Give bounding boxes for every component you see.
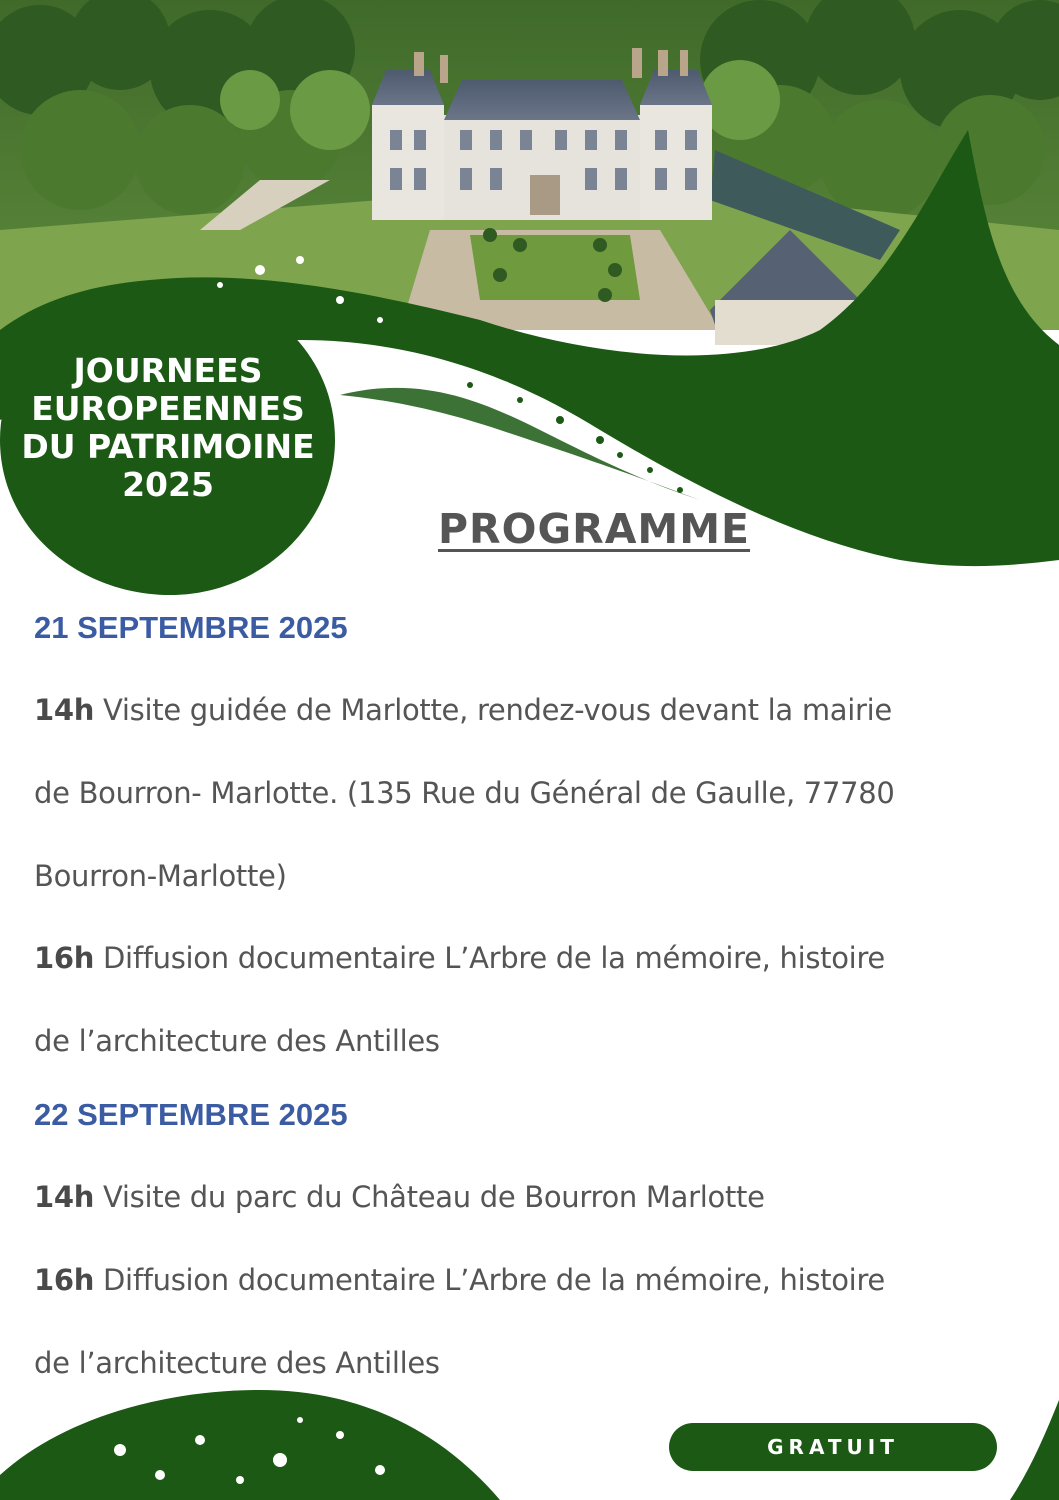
event-title-line-2: EUROPEENNES: [31, 389, 305, 428]
day-2-date: 22 SEPTEMBRE 2025: [34, 1097, 348, 1132]
time-label: 14h: [34, 1180, 95, 1214]
activity-text: de Bourron- Marlotte. (135 Rue du Général de Gaulle, 77780: [34, 776, 895, 810]
day-1-line-5: [34, 1024, 440, 1058]
time-label: 14h: [34, 693, 95, 727]
time-label: 16h: [34, 1263, 95, 1297]
activity-text: de l’architecture des Antilles: [34, 1024, 440, 1058]
event-title-line-1: JOURNEES: [73, 351, 263, 390]
day-1-line-1: [34, 693, 892, 727]
event-title-line-3: DU PATRIMOINE: [21, 427, 315, 466]
activity-text: Bourron-Marlotte): [34, 859, 287, 893]
day-1-line-4: [34, 941, 885, 975]
activity-text: Visite guidée de Marlotte, rendez-vous devant la mairie: [94, 693, 892, 727]
activity-text: Diffusion documentaire L’Arbre de la mémoire, histoire: [94, 1263, 885, 1297]
day-1-line-3: [34, 859, 287, 893]
activity-text: Visite du parc du Château de Bourron Marlotte: [94, 1180, 765, 1214]
programme-heading: PROGRAMME: [438, 505, 751, 553]
day-2-line-2: [34, 1263, 885, 1297]
time-label: 16h: [34, 941, 95, 975]
event-title: [8, 352, 328, 504]
activity-text: Diffusion documentaire L’Arbre de la mémoire, histoire: [94, 941, 885, 975]
free-entry-button[interactable]: GRATUIT: [669, 1423, 997, 1471]
day-2-line-3: [34, 1346, 440, 1380]
activity-text: de l’architecture des Antilles: [34, 1346, 440, 1380]
event-title-line-4: 2025: [122, 465, 214, 504]
day-1-line-2: [34, 776, 895, 810]
day-1-date: 21 SEPTEMBRE 2025: [34, 610, 348, 645]
day-2-line-1: [34, 1180, 765, 1214]
